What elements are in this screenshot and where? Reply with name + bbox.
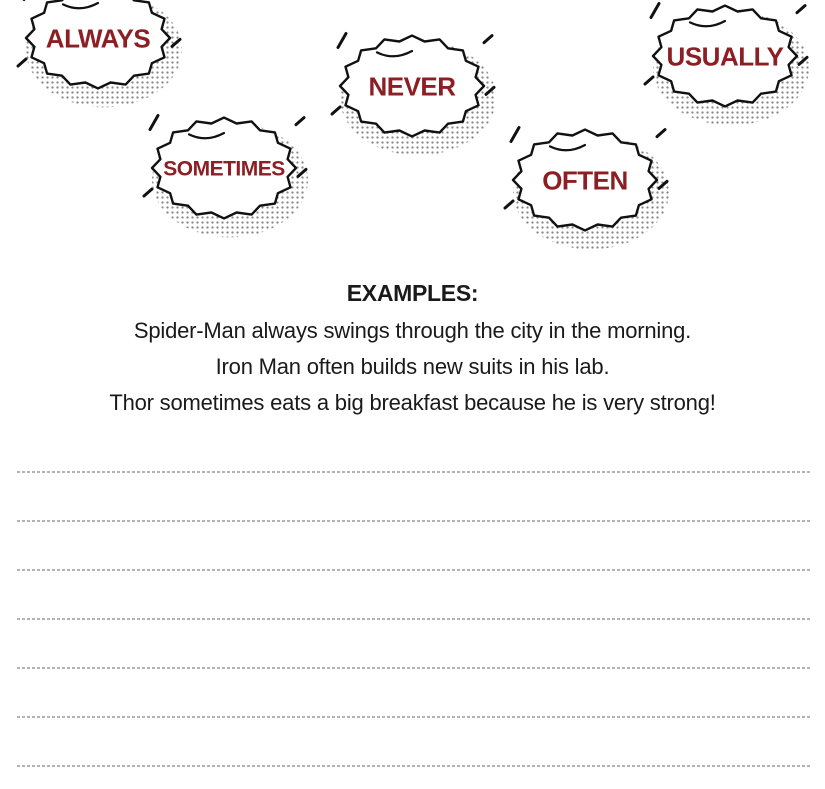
example-sentence-2: Iron Man often builds new suits in his lab. — [215, 354, 610, 379]
adverb-word: OFTEN — [542, 165, 628, 196]
adverb-word: USUALLY — [666, 41, 784, 72]
examples-heading: EXAMPLES: — [346, 280, 479, 306]
example-sentence-3: Thor sometimes eats a big breakfast because he is very strong! — [109, 390, 716, 415]
adverb-word: SOMETIMES — [163, 157, 285, 181]
adverb-word: ALWAYS — [45, 23, 151, 54]
adverb-word: NEVER — [368, 71, 456, 102]
example-sentence-1: Spider-Man always swings through the city in the morning. — [133, 318, 692, 343]
